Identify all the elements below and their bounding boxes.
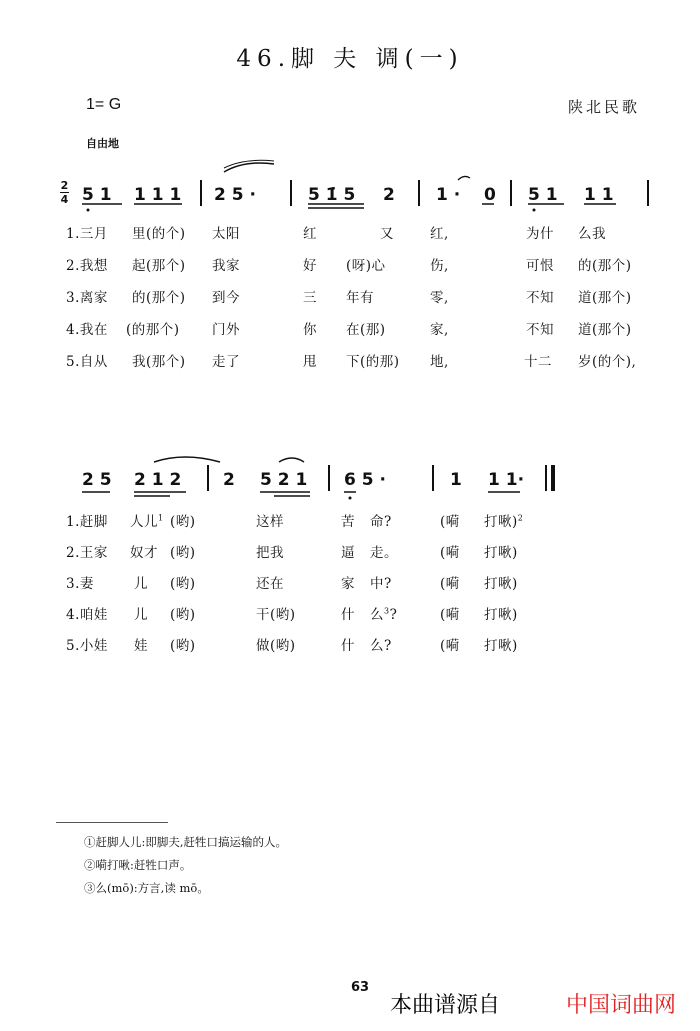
lyric-cell: 里(的个)	[132, 226, 186, 242]
note-group: 2 5 ·	[214, 185, 256, 205]
lyric-cell: 道(那个)	[578, 290, 632, 306]
lyric-cell: 走。	[370, 545, 398, 561]
lyric-cell: (的那个)	[126, 322, 180, 338]
lyric-cell: (嗬	[440, 638, 460, 654]
lyric-cell: 这样	[256, 514, 284, 530]
note-group: 6 5 ·	[344, 470, 386, 490]
lyric-cell: (哟)	[170, 514, 196, 530]
lyric-cell: 我(那个)	[132, 354, 186, 370]
lyric-cell: 为什	[526, 226, 554, 242]
note-group: 2 5	[82, 470, 112, 490]
lyric-cell: 么$^3$?	[370, 606, 398, 623]
lyric-cell: 奴才	[130, 545, 158, 561]
octave-dot	[349, 497, 352, 500]
lyric-cell: 还在	[256, 576, 284, 592]
notation-marks	[74, 158, 654, 218]
lyric-cell: 门外	[212, 322, 240, 338]
lyric-cell: (哟)	[170, 638, 196, 654]
lyric-cell: 打啾)	[484, 576, 518, 592]
lyric-cell: 命?	[370, 514, 392, 530]
note-group: 2 1 2	[134, 470, 182, 490]
footnote: ①赶脚人儿:即脚夫,赶牲口搞运输的人。	[84, 835, 288, 849]
lyric-cell: 不知	[526, 290, 554, 306]
lyric-cell: (呀)心	[346, 258, 386, 274]
lyric-cell: 苦	[341, 514, 355, 530]
lyric-cell: 三	[303, 290, 317, 306]
footnote-ref: 1	[158, 513, 164, 523]
lyric-cell: 好	[303, 258, 317, 274]
time-signature-top: 2	[60, 179, 69, 192]
note-group: 5 1	[82, 185, 112, 205]
lyric-cell: (嗬	[440, 514, 460, 530]
lyric-cell: 甩	[303, 354, 317, 370]
note-group: 1 ·	[436, 185, 461, 205]
lyric-cell: 打啾)	[484, 545, 518, 561]
lyric-cell: 2.我想	[66, 258, 108, 274]
note-group: 5 1̇ 5	[308, 185, 356, 205]
breath-mark	[458, 176, 470, 180]
lyric-cell: 3.妻	[66, 576, 94, 592]
lyric-cell: 人儿$^1$	[130, 513, 164, 530]
tempo-marking: 自由地	[86, 137, 119, 150]
note-group: 2	[383, 185, 395, 205]
lyric-cell: 打啾)	[484, 638, 518, 654]
lyric-cell: 太阳	[212, 226, 240, 242]
lyric-cell: 5.小娃	[66, 638, 108, 654]
lyric-cell: 5.自从	[66, 354, 108, 370]
slur-mark	[279, 458, 304, 462]
key-signature: 1= G	[86, 96, 122, 113]
footnote-ref: 3	[384, 606, 390, 616]
lyric-cell: 4.咱娃	[66, 607, 108, 623]
octave-dot	[87, 209, 90, 212]
lyric-cell: 儿	[134, 607, 148, 623]
lyric-cell: 打啾)	[484, 607, 518, 623]
song-title: 46.脚 夫 调(一)	[236, 46, 464, 72]
lyric-cell: 3.离家	[66, 290, 108, 306]
lyric-cell: 岁(的个),	[578, 354, 637, 370]
lyric-cell: 儿	[134, 576, 148, 592]
lyric-cell: 么?	[370, 638, 392, 654]
octave-dot	[533, 209, 536, 212]
lyric-cell: 十二	[524, 354, 552, 370]
note-group: 1	[450, 470, 462, 490]
lyric-cell: 什	[341, 607, 355, 623]
lyric-cell: 的(那个)	[578, 258, 632, 274]
lyric-cell: (哟)	[170, 576, 196, 592]
lyric-cell: 我家	[212, 258, 240, 274]
lyric-cell: 娃	[134, 638, 148, 654]
lyric-cell: 伤,	[430, 258, 449, 274]
watermark-site: 中国词曲网	[566, 993, 677, 1018]
lyric-cell: 打啾)$^2$	[484, 513, 524, 530]
lyric-cell: 年有	[346, 290, 374, 306]
lyric-cell: 又	[380, 226, 394, 242]
lyric-cell: 零,	[430, 290, 449, 306]
lyric-cell: 4.我在	[66, 322, 108, 338]
lyric-cell: 2.王家	[66, 545, 108, 561]
lyric-cell: (哟)	[170, 607, 196, 623]
lyric-cell: (嗬	[440, 576, 460, 592]
lyric-cell: 把我	[256, 545, 284, 561]
page-number: 63	[351, 980, 370, 995]
lyric-cell: 红	[303, 226, 317, 242]
time-signature	[60, 180, 69, 205]
lyric-cell: 地,	[430, 354, 449, 370]
note-group: 1 1 1	[134, 185, 182, 205]
lyric-cell: 做(哟)	[256, 638, 296, 654]
lyric-cell: 道(那个)	[578, 322, 632, 338]
lyric-cell: 1.赶脚	[66, 514, 108, 530]
lyric-cell: 家	[341, 576, 355, 592]
lyric-cell: 在(那)	[346, 322, 386, 338]
lyric-cell: 下(的那)	[346, 354, 400, 370]
lyric-cell: (嗬	[440, 545, 460, 561]
lyric-cell: 家,	[430, 322, 449, 338]
lyric-cell: 不知	[526, 322, 554, 338]
lyric-cell: 干(哟)	[256, 607, 296, 623]
lyric-cell: 红,	[430, 226, 449, 242]
watermark-source: 本曲谱源自	[390, 993, 501, 1018]
lyric-cell: 中?	[370, 576, 392, 592]
lyric-cell: 1.三月	[66, 226, 108, 242]
lyric-cell: 么我	[578, 226, 606, 242]
note-group: 2	[223, 470, 235, 490]
lyric-cell: (嗬	[440, 607, 460, 623]
note-group: 1 1·	[488, 470, 525, 490]
lyric-cell: 起(那个)	[132, 258, 186, 274]
lyric-cell: 到今	[212, 290, 240, 306]
lyric-cell: 什	[341, 638, 355, 654]
lyric-cell: 你	[303, 322, 317, 338]
footnote: ②嗬打啾:赶牲口声。	[84, 858, 192, 872]
note-group: 5 1	[528, 185, 558, 205]
lyric-cell: 逼	[341, 545, 355, 561]
note-group: 1 1	[584, 185, 614, 205]
notation-marks	[74, 452, 574, 502]
song-attribution: 陕北民歌	[568, 98, 641, 116]
time-signature-bottom: 4	[60, 193, 69, 206]
footnote: ③么(mō):方言,读 mō。	[84, 881, 209, 895]
note-group: 0	[484, 185, 496, 205]
footnote-ref: 2	[517, 513, 524, 523]
footnote-rule	[56, 822, 168, 823]
note-group: 5 2 1	[260, 470, 308, 490]
lyric-cell: 走了	[212, 354, 240, 370]
tie-mark	[154, 457, 220, 462]
lyric-cell: 的(那个)	[132, 290, 186, 306]
lyric-cell: 可恨	[526, 258, 554, 274]
lyric-cell: (哟)	[170, 545, 196, 561]
